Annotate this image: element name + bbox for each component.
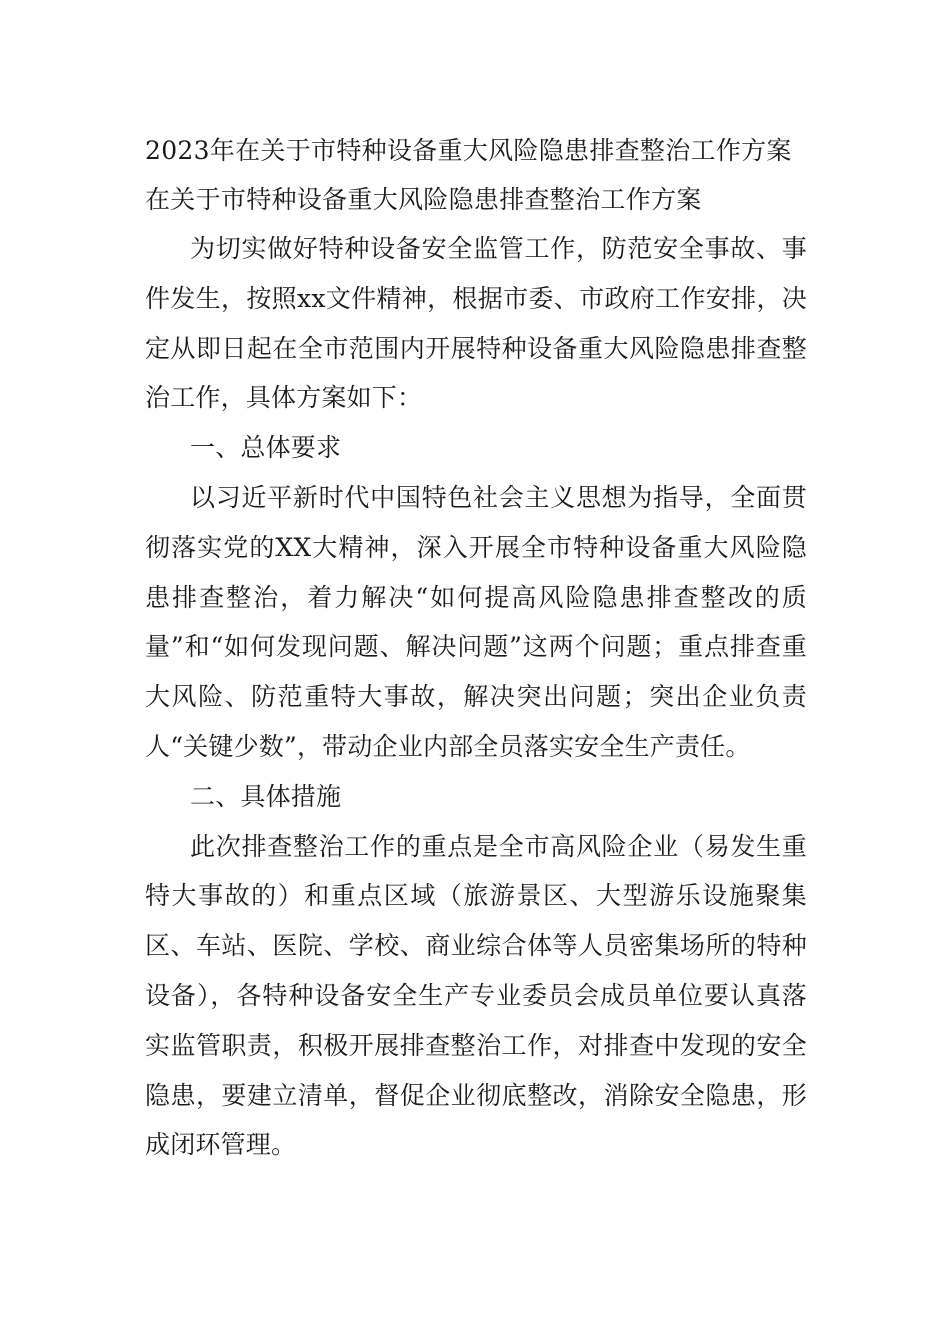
section-1-paragraph: 以习近平新时代中国特色社会主义思想为指导，全面贯彻落实党的XX大精神，深入开展全市特种设备重大风险隐患排查整治，着力解决“如何提高风险隐患排查整改的质量”和“如何发现问题、解决问题”这两个问题；重点排查重大风险、防范重特大事故，解决突出问题；突出企业负责人“关键少数”，带动企业内部全员落实安全生产责任。 [145,482,807,761]
document-page [145,126,807,1170]
intro-paragraph: 为切实做好特种设备安全监管工作，防范安全事故、事件发生，按照xx文件精神，根据市委、市政府工作安排，决定从即日起在全市范围内开展特种设备重大风险隐患排查整治工作，具体方案如下： [145,234,807,413]
document-title-line-1: 2023年在关于市特种设备重大风险隐患排查整治工作方案 [145,136,792,165]
section-2-heading: 二、具体措施 [190,781,342,811]
section-1-heading: 一、总体要求 [190,433,342,463]
section-2-paragraph: 此次排查整治工作的重点是全市高风险企业（易发生重特大事故的）和重点区域（旅游景区、大型游乐设施聚集区、车站、医院、学校、商业综合体等人员密集场所的特种设备），各特种设备安全生产专业委员会成员单位要认真落实监管职责，积极开展排查整治工作，对排查中发现的安全隐患，要建立清单，督促企业彻底整改，消除安全隐患，形成闭环管理。 [145,831,807,1160]
document-title-line-2: 在关于市特种设备重大风险隐患排查整治工作方案 [145,185,702,214]
